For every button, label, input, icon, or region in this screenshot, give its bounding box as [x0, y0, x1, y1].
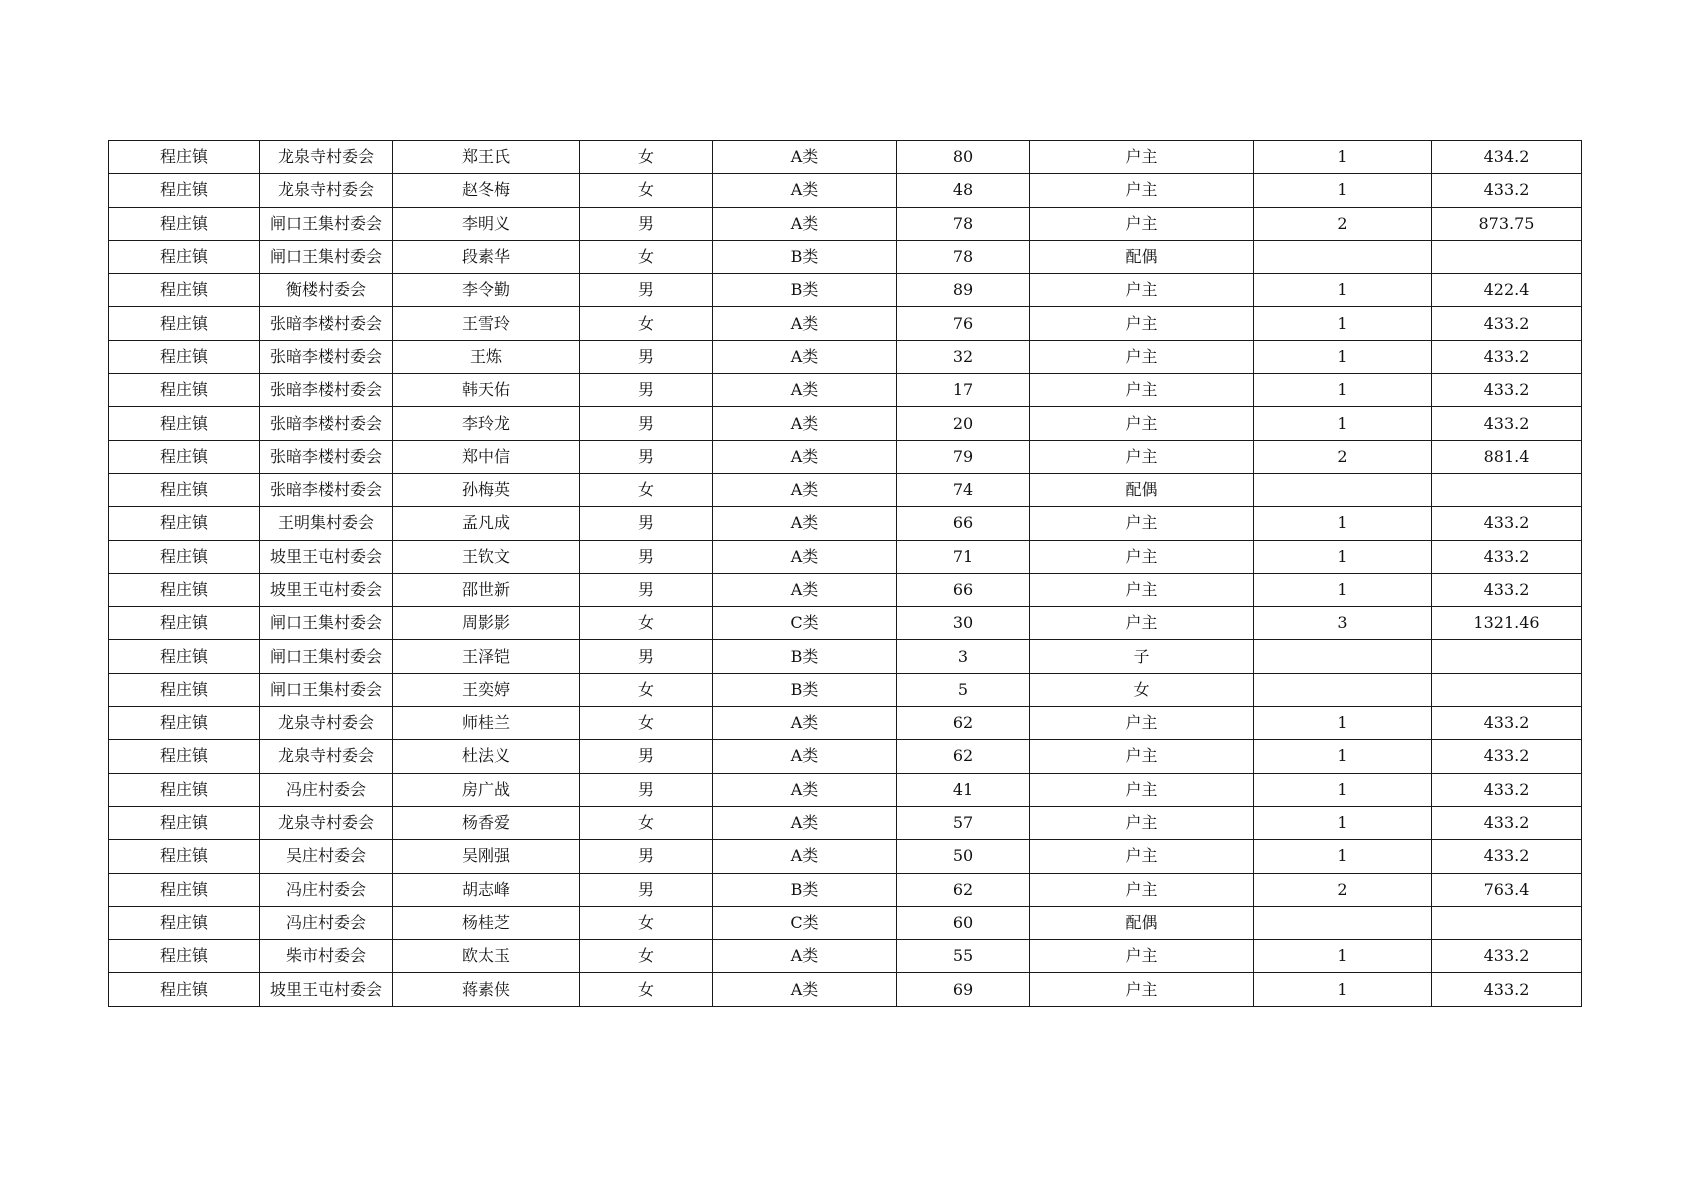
cell-age: 50: [897, 840, 1030, 873]
table-row: [109, 307, 1582, 340]
cell-category: A类: [713, 407, 897, 440]
cell-town: 程庄镇: [109, 973, 260, 1006]
table-body: [109, 141, 1582, 1007]
cell-gender: 女: [580, 174, 713, 207]
cell-age: 60: [897, 906, 1030, 939]
data-table: [108, 140, 1582, 1007]
cell-relation: 户主: [1030, 740, 1254, 773]
cell-gender: 男: [580, 274, 713, 307]
cell-gender: 男: [580, 740, 713, 773]
cell-name: 师桂兰: [393, 707, 580, 740]
cell-age: 78: [897, 207, 1030, 240]
cell-village: 龙泉寺村委会: [260, 141, 393, 174]
cell-age: 76: [897, 307, 1030, 340]
cell-category: A类: [713, 440, 897, 473]
cell-household-size: 1: [1254, 973, 1432, 1006]
cell-amount: 433.2: [1432, 407, 1582, 440]
cell-relation: 户主: [1030, 274, 1254, 307]
cell-category: A类: [713, 806, 897, 839]
cell-town: 程庄镇: [109, 773, 260, 806]
cell-relation: 户主: [1030, 141, 1254, 174]
cell-household-size: 1: [1254, 374, 1432, 407]
cell-amount: 433.2: [1432, 340, 1582, 373]
cell-household-size: [1254, 640, 1432, 673]
table-row: [109, 973, 1582, 1006]
cell-name: 吴刚强: [393, 840, 580, 873]
cell-category: A类: [713, 307, 897, 340]
cell-village: 闸口王集村委会: [260, 240, 393, 273]
cell-household-size: 1: [1254, 340, 1432, 373]
cell-category: A类: [713, 507, 897, 540]
cell-category: A类: [713, 374, 897, 407]
cell-gender: 男: [580, 440, 713, 473]
cell-age: 30: [897, 607, 1030, 640]
cell-gender: 女: [580, 473, 713, 506]
cell-town: 程庄镇: [109, 607, 260, 640]
table-row: [109, 773, 1582, 806]
cell-village: 张暗李楼村委会: [260, 440, 393, 473]
cell-household-size: 2: [1254, 207, 1432, 240]
cell-name: 周影影: [393, 607, 580, 640]
cell-town: 程庄镇: [109, 673, 260, 706]
cell-amount: 433.2: [1432, 707, 1582, 740]
cell-household-size: 1: [1254, 540, 1432, 573]
cell-town: 程庄镇: [109, 307, 260, 340]
cell-household-size: 3: [1254, 607, 1432, 640]
cell-age: 3: [897, 640, 1030, 673]
cell-name: 孟凡成: [393, 507, 580, 540]
cell-village: 衡楼村委会: [260, 274, 393, 307]
cell-gender: 女: [580, 707, 713, 740]
cell-village: 张暗李楼村委会: [260, 340, 393, 373]
cell-category: B类: [713, 274, 897, 307]
cell-town: 程庄镇: [109, 174, 260, 207]
cell-gender: 男: [580, 640, 713, 673]
cell-age: 62: [897, 873, 1030, 906]
cell-age: 41: [897, 773, 1030, 806]
table-row: [109, 640, 1582, 673]
table-row: [109, 207, 1582, 240]
cell-name: 李明义: [393, 207, 580, 240]
cell-village: 龙泉寺村委会: [260, 707, 393, 740]
cell-age: 32: [897, 340, 1030, 373]
cell-household-size: 1: [1254, 141, 1432, 174]
table-row: [109, 607, 1582, 640]
cell-category: B类: [713, 640, 897, 673]
cell-amount: 433.2: [1432, 374, 1582, 407]
table-row: [109, 840, 1582, 873]
cell-category: A类: [713, 473, 897, 506]
cell-relation: 户主: [1030, 174, 1254, 207]
cell-town: 程庄镇: [109, 374, 260, 407]
cell-relation: 户主: [1030, 507, 1254, 540]
cell-gender: 女: [580, 307, 713, 340]
cell-town: 程庄镇: [109, 407, 260, 440]
cell-amount: 433.2: [1432, 940, 1582, 973]
table-row: [109, 340, 1582, 373]
cell-village: 龙泉寺村委会: [260, 806, 393, 839]
cell-gender: 男: [580, 840, 713, 873]
table-row: [109, 740, 1582, 773]
cell-age: 74: [897, 473, 1030, 506]
cell-amount: 1321.46: [1432, 607, 1582, 640]
cell-category: A类: [713, 540, 897, 573]
cell-town: 程庄镇: [109, 840, 260, 873]
cell-relation: 子: [1030, 640, 1254, 673]
cell-amount: 433.2: [1432, 740, 1582, 773]
cell-name: 胡志峰: [393, 873, 580, 906]
cell-town: 程庄镇: [109, 440, 260, 473]
cell-name: 段素华: [393, 240, 580, 273]
cell-village: 闸口王集村委会: [260, 640, 393, 673]
cell-amount: [1432, 640, 1582, 673]
cell-relation: 配偶: [1030, 906, 1254, 939]
cell-name: 孙梅英: [393, 473, 580, 506]
cell-village: 龙泉寺村委会: [260, 174, 393, 207]
cell-relation: 户主: [1030, 340, 1254, 373]
cell-household-size: 1: [1254, 740, 1432, 773]
cell-gender: 男: [580, 873, 713, 906]
cell-village: 闸口王集村委会: [260, 607, 393, 640]
cell-gender: 男: [580, 540, 713, 573]
cell-age: 62: [897, 707, 1030, 740]
cell-name: 韩天佑: [393, 374, 580, 407]
table-row: [109, 507, 1582, 540]
cell-town: 程庄镇: [109, 207, 260, 240]
cell-relation: 户主: [1030, 440, 1254, 473]
cell-relation: 户主: [1030, 707, 1254, 740]
cell-name: 杨香爱: [393, 806, 580, 839]
cell-household-size: 1: [1254, 840, 1432, 873]
cell-age: 89: [897, 274, 1030, 307]
cell-household-size: [1254, 473, 1432, 506]
cell-town: 程庄镇: [109, 906, 260, 939]
cell-gender: 男: [580, 407, 713, 440]
cell-household-size: [1254, 673, 1432, 706]
cell-village: 张暗李楼村委会: [260, 473, 393, 506]
cell-town: 程庄镇: [109, 806, 260, 839]
cell-town: 程庄镇: [109, 274, 260, 307]
cell-town: 程庄镇: [109, 473, 260, 506]
cell-village: 冯庄村委会: [260, 773, 393, 806]
cell-gender: 男: [580, 573, 713, 606]
cell-category: A类: [713, 940, 897, 973]
cell-name: 杨桂芝: [393, 906, 580, 939]
table-row: [109, 473, 1582, 506]
cell-village: 冯庄村委会: [260, 873, 393, 906]
cell-name: 欧太玉: [393, 940, 580, 973]
cell-village: 张暗李楼村委会: [260, 374, 393, 407]
cell-amount: [1432, 473, 1582, 506]
cell-amount: 433.2: [1432, 773, 1582, 806]
cell-amount: 433.2: [1432, 840, 1582, 873]
cell-gender: 女: [580, 906, 713, 939]
cell-village: 闸口王集村委会: [260, 673, 393, 706]
cell-relation: 户主: [1030, 773, 1254, 806]
table-row: [109, 940, 1582, 973]
cell-name: 房广战: [393, 773, 580, 806]
cell-relation: 户主: [1030, 374, 1254, 407]
document-page: [108, 140, 1581, 1007]
table-row: [109, 240, 1582, 273]
cell-amount: [1432, 673, 1582, 706]
cell-amount: [1432, 240, 1582, 273]
cell-gender: 女: [580, 673, 713, 706]
cell-age: 55: [897, 940, 1030, 973]
cell-relation: 户主: [1030, 407, 1254, 440]
cell-village: 吴庄村委会: [260, 840, 393, 873]
cell-category: A类: [713, 174, 897, 207]
table-row: [109, 374, 1582, 407]
cell-household-size: 1: [1254, 773, 1432, 806]
cell-relation: 配偶: [1030, 240, 1254, 273]
cell-name: 杜法义: [393, 740, 580, 773]
cell-relation: 户主: [1030, 573, 1254, 606]
cell-relation: 配偶: [1030, 473, 1254, 506]
cell-gender: 女: [580, 806, 713, 839]
cell-name: 王雪玲: [393, 307, 580, 340]
cell-amount: 433.2: [1432, 540, 1582, 573]
cell-amount: 433.2: [1432, 174, 1582, 207]
table-row: [109, 873, 1582, 906]
cell-category: A类: [713, 207, 897, 240]
cell-household-size: 1: [1254, 307, 1432, 340]
cell-age: 20: [897, 407, 1030, 440]
table-row: [109, 440, 1582, 473]
cell-town: 程庄镇: [109, 940, 260, 973]
cell-amount: 433.2: [1432, 806, 1582, 839]
cell-gender: 男: [580, 507, 713, 540]
cell-amount: [1432, 906, 1582, 939]
cell-name: 王奕婷: [393, 673, 580, 706]
cell-category: C类: [713, 607, 897, 640]
cell-amount: 434.2: [1432, 141, 1582, 174]
cell-town: 程庄镇: [109, 707, 260, 740]
cell-gender: 男: [580, 340, 713, 373]
cell-relation: 女: [1030, 673, 1254, 706]
cell-gender: 女: [580, 607, 713, 640]
cell-name: 邵世新: [393, 573, 580, 606]
cell-category: B类: [713, 873, 897, 906]
table-row: [109, 540, 1582, 573]
cell-town: 程庄镇: [109, 340, 260, 373]
cell-gender: 女: [580, 940, 713, 973]
cell-age: 17: [897, 374, 1030, 407]
cell-household-size: 1: [1254, 940, 1432, 973]
cell-household-size: 1: [1254, 507, 1432, 540]
cell-village: 坡里王屯村委会: [260, 540, 393, 573]
cell-amount: 433.2: [1432, 573, 1582, 606]
table-row: [109, 906, 1582, 939]
table-row: [109, 806, 1582, 839]
cell-category: A类: [713, 340, 897, 373]
cell-name: 李玲龙: [393, 407, 580, 440]
cell-village: 闸口王集村委会: [260, 207, 393, 240]
cell-town: 程庄镇: [109, 540, 260, 573]
cell-relation: 户主: [1030, 540, 1254, 573]
cell-household-size: 1: [1254, 274, 1432, 307]
cell-category: B类: [713, 240, 897, 273]
cell-relation: 户主: [1030, 806, 1254, 839]
cell-town: 程庄镇: [109, 240, 260, 273]
cell-name: 王泽铠: [393, 640, 580, 673]
cell-household-size: 2: [1254, 873, 1432, 906]
cell-household-size: 2: [1254, 440, 1432, 473]
cell-category: A类: [713, 973, 897, 1006]
cell-category: C类: [713, 906, 897, 939]
cell-amount: 433.2: [1432, 507, 1582, 540]
cell-age: 80: [897, 141, 1030, 174]
cell-village: 冯庄村委会: [260, 906, 393, 939]
cell-relation: 户主: [1030, 307, 1254, 340]
cell-name: 郑王氏: [393, 141, 580, 174]
cell-name: 郑中信: [393, 440, 580, 473]
table-row: [109, 573, 1582, 606]
cell-town: 程庄镇: [109, 640, 260, 673]
cell-age: 69: [897, 973, 1030, 1006]
cell-village: 坡里王屯村委会: [260, 573, 393, 606]
cell-household-size: 1: [1254, 707, 1432, 740]
cell-amount: 873.75: [1432, 207, 1582, 240]
cell-age: 79: [897, 440, 1030, 473]
cell-age: 62: [897, 740, 1030, 773]
cell-town: 程庄镇: [109, 873, 260, 906]
cell-household-size: 1: [1254, 573, 1432, 606]
cell-town: 程庄镇: [109, 573, 260, 606]
cell-household-size: [1254, 240, 1432, 273]
cell-age: 48: [897, 174, 1030, 207]
cell-name: 赵冬梅: [393, 174, 580, 207]
cell-age: 66: [897, 573, 1030, 606]
cell-gender: 男: [580, 773, 713, 806]
cell-age: 71: [897, 540, 1030, 573]
cell-village: 坡里王屯村委会: [260, 973, 393, 1006]
cell-category: B类: [713, 673, 897, 706]
cell-category: A类: [713, 573, 897, 606]
cell-town: 程庄镇: [109, 507, 260, 540]
cell-name: 李令勤: [393, 274, 580, 307]
table-row: [109, 707, 1582, 740]
cell-gender: 女: [580, 973, 713, 1006]
cell-category: A类: [713, 840, 897, 873]
cell-gender: 女: [580, 240, 713, 273]
cell-town: 程庄镇: [109, 740, 260, 773]
cell-age: 57: [897, 806, 1030, 839]
cell-age: 66: [897, 507, 1030, 540]
cell-category: A类: [713, 773, 897, 806]
table-row: [109, 141, 1582, 174]
cell-relation: 户主: [1030, 607, 1254, 640]
cell-amount: 433.2: [1432, 307, 1582, 340]
cell-relation: 户主: [1030, 873, 1254, 906]
cell-relation: 户主: [1030, 973, 1254, 1006]
cell-relation: 户主: [1030, 940, 1254, 973]
cell-household-size: 1: [1254, 174, 1432, 207]
cell-age: 5: [897, 673, 1030, 706]
cell-household-size: 1: [1254, 407, 1432, 440]
table-row: [109, 274, 1582, 307]
cell-amount: 422.4: [1432, 274, 1582, 307]
cell-household-size: 1: [1254, 806, 1432, 839]
cell-category: A类: [713, 740, 897, 773]
cell-name: 王钦文: [393, 540, 580, 573]
cell-village: 柴市村委会: [260, 940, 393, 973]
cell-gender: 男: [580, 374, 713, 407]
table-row: [109, 673, 1582, 706]
table-row: [109, 174, 1582, 207]
cell-category: A类: [713, 141, 897, 174]
cell-name: 蒋素侠: [393, 973, 580, 1006]
cell-gender: 男: [580, 207, 713, 240]
cell-town: 程庄镇: [109, 141, 260, 174]
cell-relation: 户主: [1030, 840, 1254, 873]
cell-village: 龙泉寺村委会: [260, 740, 393, 773]
cell-relation: 户主: [1030, 207, 1254, 240]
cell-amount: 433.2: [1432, 973, 1582, 1006]
cell-age: 78: [897, 240, 1030, 273]
table-row: [109, 407, 1582, 440]
cell-amount: 881.4: [1432, 440, 1582, 473]
cell-name: 王炼: [393, 340, 580, 373]
cell-gender: 女: [580, 141, 713, 174]
cell-category: A类: [713, 707, 897, 740]
cell-village: 张暗李楼村委会: [260, 407, 393, 440]
cell-amount: 763.4: [1432, 873, 1582, 906]
cell-village: 王明集村委会: [260, 507, 393, 540]
cell-village: 张暗李楼村委会: [260, 307, 393, 340]
cell-household-size: [1254, 906, 1432, 939]
